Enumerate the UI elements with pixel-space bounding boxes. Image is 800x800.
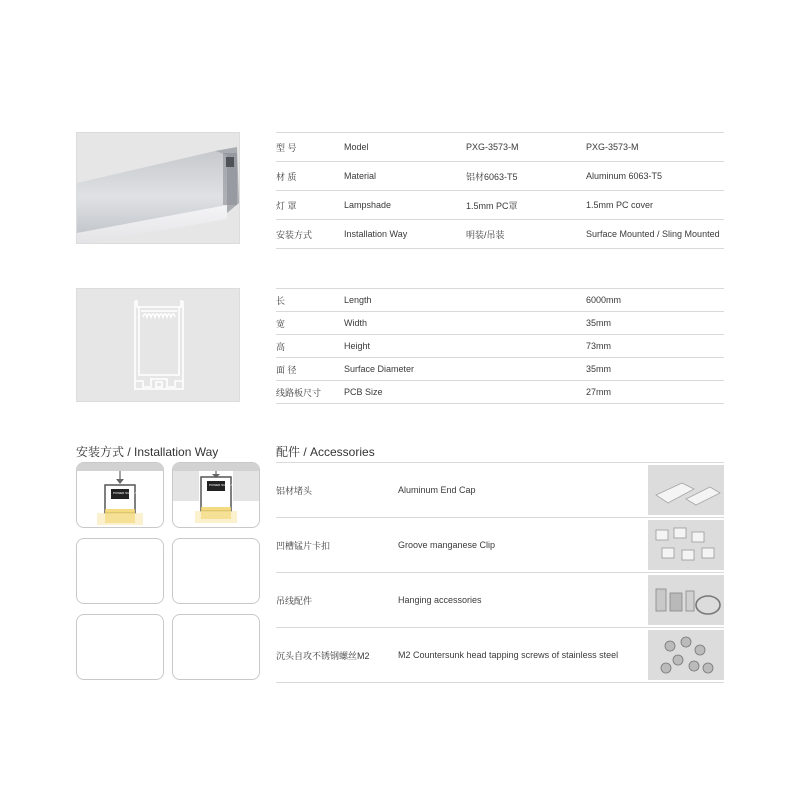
table-row: [276, 133, 724, 162]
dimension-en: Height: [344, 335, 586, 358]
accessories-title: 配件 / Accessories: [276, 445, 375, 459]
dimension-value: 73mm: [586, 335, 724, 358]
spec-cn: 型 号: [276, 133, 344, 162]
dimension-value: 35mm: [586, 358, 724, 381]
clip-image: [648, 520, 724, 570]
accessory-cn: 吊线配件: [276, 573, 398, 628]
spec-cn: 材 质: [276, 162, 344, 191]
table-row: [276, 463, 724, 518]
dimension-value: 35mm: [586, 312, 724, 335]
screws-image: [648, 630, 724, 680]
installation-title: 安装方式 / Installation Way: [76, 445, 219, 459]
table-row: [276, 312, 724, 335]
cross-section-drawing: [77, 289, 240, 402]
spec-value-en: PXG-3573-M: [586, 133, 724, 162]
installation-placeholder: [76, 538, 164, 604]
dimension-cn: 长: [276, 289, 344, 312]
end-cap-image: [648, 465, 724, 515]
accessory-en: M2 Countersunk head tapping screws of stainless steel: [398, 628, 644, 683]
table-row: [276, 573, 724, 628]
aluminum-profile-image: [77, 133, 240, 244]
spec-en: Installation Way: [344, 220, 466, 249]
accessory-en: Aluminum End Cap: [398, 463, 644, 518]
installation-placeholder: [76, 614, 164, 680]
spec-value-en: Surface Mounted / Sling Mounted: [586, 220, 724, 249]
spec-en: Model: [344, 133, 466, 162]
recessed-mount-diagram: [173, 463, 259, 527]
installation-diagram-surface: [76, 462, 164, 528]
table-row: [276, 381, 724, 404]
accessories-table: [276, 462, 724, 683]
spec-value-cn: 1.5mm PC罩: [466, 191, 586, 220]
dimension-cn: 面 径: [276, 358, 344, 381]
dimension-en: PCB Size: [344, 381, 586, 404]
table-row: [276, 335, 724, 358]
spec-en: Material: [344, 162, 466, 191]
spec-en: Lampshade: [344, 191, 466, 220]
accessory-cn: 沉头自攻不锈钢螺丝M2: [276, 628, 398, 683]
dimension-cn: 高: [276, 335, 344, 358]
accessory-image-cell: [644, 573, 724, 628]
accessory-cn: 铝材堵头: [276, 463, 398, 518]
accessory-cn: 凹槽锰片卡扣: [276, 518, 398, 573]
table-row: [276, 191, 724, 220]
dimensions-table: [276, 288, 724, 404]
product-photo: [76, 132, 240, 244]
spec-value-en: Aluminum 6063-T5: [586, 162, 724, 191]
spec-value-en: 1.5mm PC cover: [586, 191, 724, 220]
accessory-image-cell: [644, 518, 724, 573]
table-row: [276, 220, 724, 249]
spec-value-cn: PXG-3573-M: [466, 133, 586, 162]
dimension-en: Width: [344, 312, 586, 335]
spec-value-cn: 铝材6063-T5: [466, 162, 586, 191]
table-row: [276, 289, 724, 312]
cross-section-panel: [76, 288, 240, 402]
dimension-en: Surface Diameter: [344, 358, 586, 381]
hanging-kit-image: [648, 575, 724, 625]
specs-table: [276, 132, 724, 249]
accessory-image-cell: [644, 463, 724, 518]
table-row: [276, 358, 724, 381]
installation-diagram-recessed: [172, 462, 260, 528]
accessory-image-cell: [644, 628, 724, 683]
dimension-value: 27mm: [586, 381, 724, 404]
table-row: [276, 162, 724, 191]
dimension-cn: 宽: [276, 312, 344, 335]
spec-cn: 灯 罩: [276, 191, 344, 220]
installation-placeholder: [172, 614, 260, 680]
spec-value-cn: 明装/吊装: [466, 220, 586, 249]
accessory-en: Groove manganese Clip: [398, 518, 644, 573]
table-row: [276, 628, 724, 683]
table-row: [276, 518, 724, 573]
surface-mount-diagram: [77, 463, 163, 527]
accessory-en: Hanging accessories: [398, 573, 644, 628]
driver-label: POWER SUPPLY: [113, 491, 137, 495]
installation-placeholder: [172, 538, 260, 604]
driver-label: POWER SUPPLY: [209, 483, 233, 487]
dimension-cn: 线路板尺寸: [276, 381, 344, 404]
dimension-en: Length: [344, 289, 586, 312]
dimension-value: 6000mm: [586, 289, 724, 312]
spec-cn: 安装方式: [276, 220, 344, 249]
